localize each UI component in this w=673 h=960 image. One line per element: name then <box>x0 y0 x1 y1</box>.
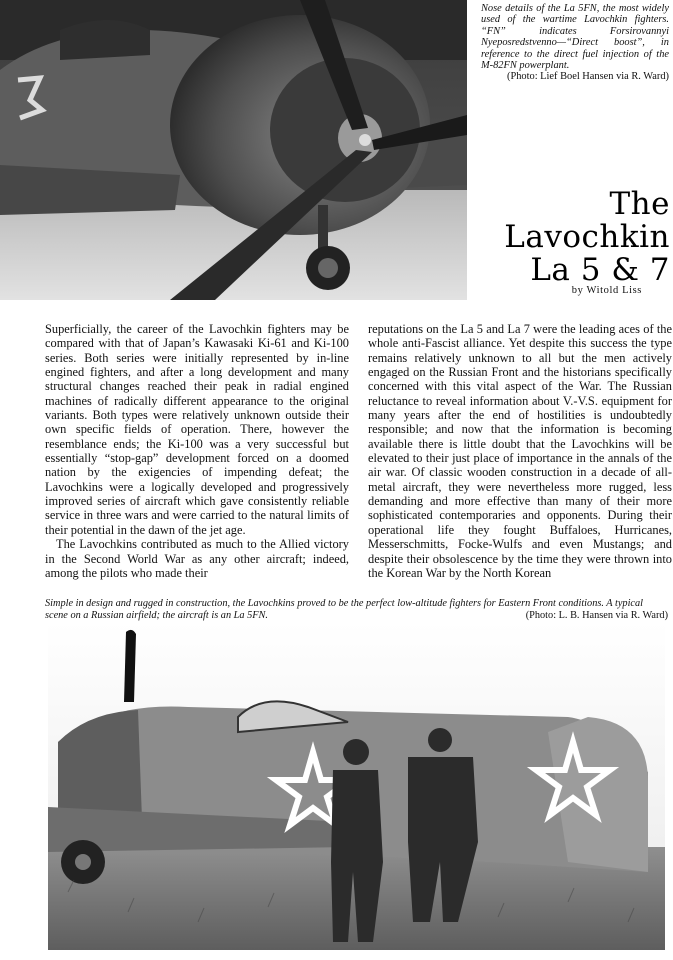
top-photo-caption <box>481 3 669 83</box>
top-caption-credit: (Photo: Lief Boel Hansen via R. Ward) <box>506 71 669 83</box>
bottom-aircraft-photo <box>48 622 665 950</box>
byline: by Witold Liss <box>571 285 642 296</box>
paragraph: reputations on the La 5 and La 7 were the leading aces of the whole anti-Fascist alliance. Yet despite this success the type remains relatively unknown to all but the men actively engaged on the Russian Front and the historians specifically concerned with this vital aspect of the War. The Russian reluctance to reveal information about V.-V.S. equipment for many years after the end of hostilities is undoubtedly responsible; and now that the information is becoming available there is little doubt that the Lavochkins will be elevated to their just place of importance in the annals of the air war. Of classic wooden construction in a decade of all-metal aircraft, they were nevertheless more rugged, less demanding and more effective than many of their more sophisticated contemporaries and opponents. During their operational life they fought Buffaloes, Hurricanes, Messerschmitts, Focke-Wulfs and even Mustangs; and despite their obsolescence by the time they were thrown into the Korean War by the North Korean <box>368 322 672 580</box>
article-title <box>470 188 670 287</box>
bottom-caption-text: Simple in design and rugged in construction, the Lavochkins proved to be the perfect low-altitude fighters for Eastern Front conditions. A typical scene on a Russian airfield; the aircraft is an La 5FN. <box>45 598 644 621</box>
bottom-photo-caption <box>45 598 668 621</box>
title-line-3: La 5 & 7 <box>530 252 670 288</box>
top-aircraft-photo <box>0 0 467 300</box>
top-caption-text: Nose details of the La 5FN, the most widely used of the wartime Lavochkin fighters. “FN” indicates Forsirovannyi Nyeposredstvenno—“Direct boost”, in reference to the direct fuel injection of the M-82FN powerplant. <box>481 3 669 72</box>
paragraph: The Lavochkins contributed as much to the Allied victory in the Second World War as any other aircraft; indeed, among the pilots who made their <box>45 537 349 580</box>
body-column-left <box>45 322 349 580</box>
la5fn-nose-illustration <box>0 0 467 300</box>
title-line-2: Lavochkin <box>504 219 670 255</box>
la5fn-airfield-illustration <box>48 622 665 950</box>
title-line-1: The <box>609 186 670 222</box>
bottom-caption-credit: (Photo: L. B. Hansen via R. Ward) <box>525 609 668 621</box>
body-column-right <box>368 322 672 580</box>
paragraph: Superficially, the career of the Lavochkin fighters may be compared with that of Japan’s Kawasaki Ki-61 and Ki-100 series. Both series were initially represented by in-line engined fighters, and after a long development and many structural changes reached their peak in radial engined machines of radically different appearance to the original variants. Both types were relatively unknown outside their own specific fields of operation. There, however the resemblance ends; the Ki-100 was a very successful but essentially “stop-gap” development forced on a doomed nation by the exigencies of impending defeat; the Lavochkins were a logically developed and progressively improved series of aircraft which gave consistently reliable service in three wars and were carried to the natural limits of their potential in the dawn of the jet age. <box>45 322 349 537</box>
